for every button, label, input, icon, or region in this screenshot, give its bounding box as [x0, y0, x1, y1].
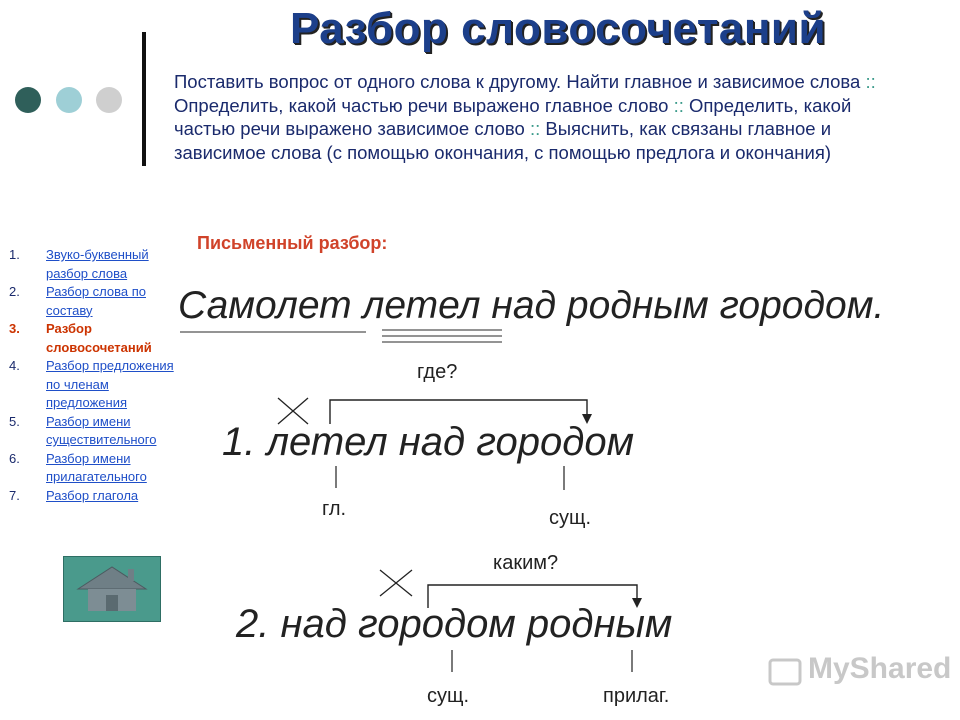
separator: :: [529, 118, 541, 140]
instructions-part-2: Определить, какой частью речи выражено главное слово [174, 94, 674, 116]
pos-label-dependent: сущ. [549, 507, 592, 529]
nav-item-link[interactable]: Звуко-буквенный разбор слова [46, 247, 149, 281]
nav-item-label: Разбор словосочетаний [46, 321, 152, 355]
instructions-part-1: Поставить вопрос от одного слова к другому. Найти главное и зависимое слова [174, 71, 866, 92]
nav-item-link[interactable]: Разбор имени существительного [46, 413, 157, 447]
nav-item-number: 6. [9, 450, 20, 466]
page-title: Разбор словосочетаний [289, 4, 827, 53]
phrase-example-2: 2. над городом родным [236, 602, 673, 646]
question-label: где? [417, 361, 458, 383]
example-sentence: Самолет летел над родным городом. [178, 284, 885, 327]
separator: :: [865, 71, 876, 92]
nav-item-number: 7. [9, 487, 20, 503]
nav-item-number: 1. [9, 247, 20, 262]
separator: :: [673, 94, 684, 116]
watermark-text: MyShared [808, 652, 952, 685]
nav-item-link[interactable]: Разбор предложения по членам предложения [46, 358, 174, 410]
nav-item-number: 5. [9, 413, 20, 429]
nav-item-link[interactable]: Разбор глагола [46, 487, 139, 503]
nav-item-number: 3. [9, 321, 20, 336]
nav-item-link[interactable]: Разбор имени прилагательного [46, 450, 147, 484]
nav-item-link[interactable]: Разбор слова по составу [46, 284, 146, 318]
watermark-icon [770, 660, 800, 684]
written-analysis-label: Письменный разбор: [197, 233, 388, 253]
instructions-part-3: Определить, какой частью речи выражено зависимое слово [174, 94, 852, 140]
nav-item-number: 2. [9, 284, 20, 299]
pos-label-dependent: прилаг. [603, 685, 670, 707]
nav-item-number: 4. [9, 358, 20, 373]
pos-label-main: гл. [322, 498, 347, 520]
instructions-part-4: Выяснить, как связаны главное и зависимое слова (с помощью окончания, с помощью предлога и окончания) [174, 118, 832, 163]
phrase-example-1: 1. летел над городом [222, 420, 635, 464]
pos-label-main: сущ. [427, 685, 470, 707]
question-label: каким? [493, 552, 559, 574]
